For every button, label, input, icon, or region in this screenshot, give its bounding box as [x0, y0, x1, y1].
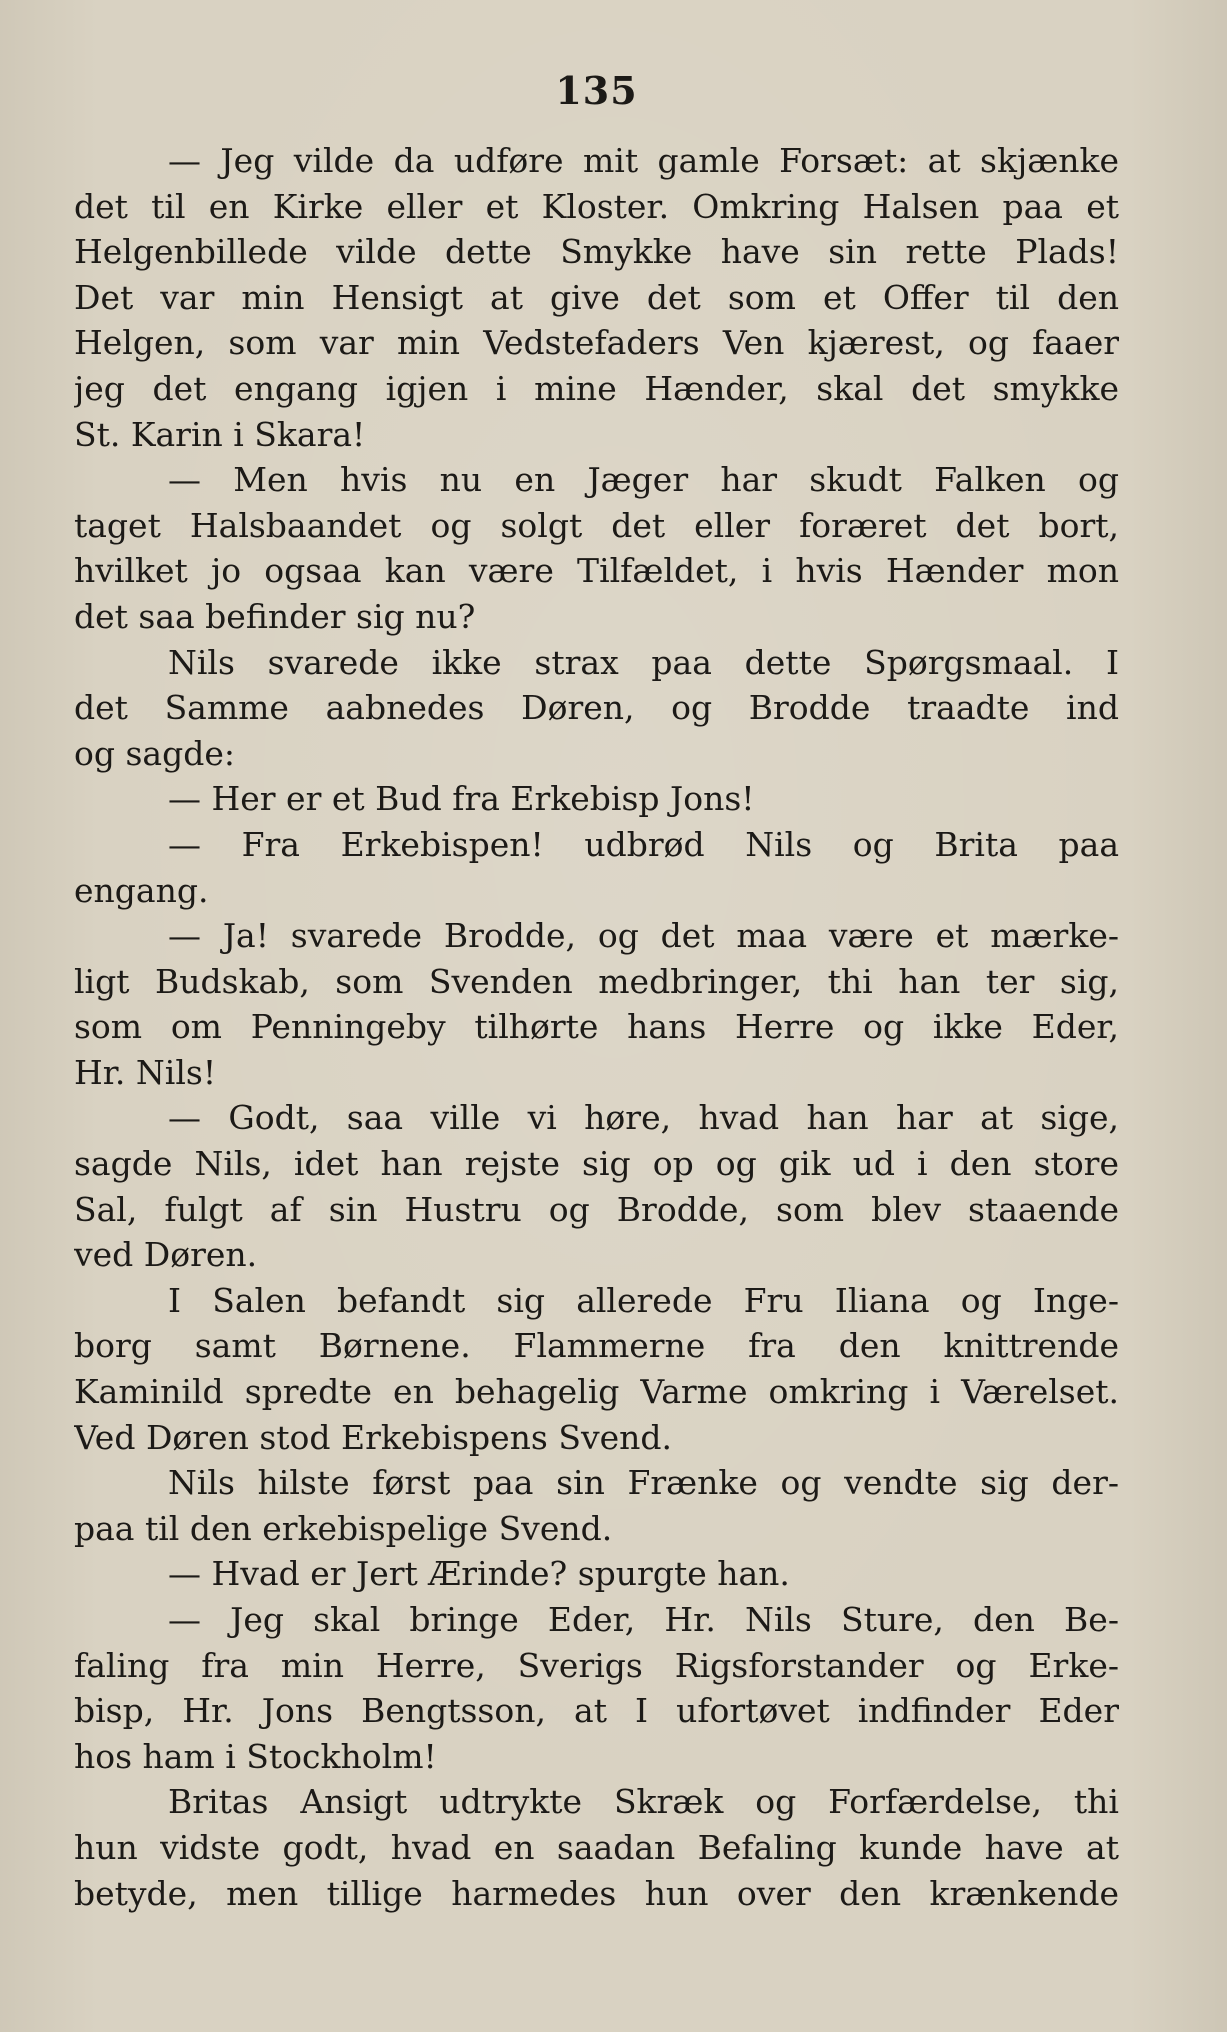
text-line: — Jeg skal bringe Eder, Hr. Nils Sture, den Be-: [168, 1600, 1119, 1639]
page-number: 135: [555, 68, 638, 113]
text-line: Sal, fulgt af sin Hustru og Brodde, som blev staaende: [74, 1189, 1119, 1229]
text-line: engang.: [74, 870, 209, 910]
text-line: Nils hilste først paa sin Frænke og vendte sig der-: [168, 1463, 1119, 1503]
body-text: [74, 138, 1119, 1916]
text-line: — Jeg vilde da udføre mit gamle Forsæt: at skjænke: [168, 141, 1119, 180]
text-line: Helgen, som var min Vedstefaders Ven kjærest, og faaer: [74, 323, 1119, 363]
text-line: — Hvad er Jert Ærinde? spurgte han.: [168, 1554, 790, 1594]
text-line: ved Døren.: [74, 1235, 258, 1275]
text-line: og sagde:: [74, 733, 235, 773]
text-line: hun vidste godt, hvad en saadan Befaling kunde have at: [74, 1827, 1119, 1867]
text-line: jeg det engang igjen i mine Hænder, skal det smykke: [74, 368, 1119, 408]
text-line: det til en Kirke eller et Kloster. Omkring Halsen paa et: [74, 186, 1119, 226]
text-line: — Her er et Bud fra Erkebisp Jons!: [168, 779, 755, 819]
text-line: det saa befinder sig nu?: [74, 596, 476, 636]
text-line: som om Penningeby tilhørte hans Herre og ikke Eder,: [74, 1007, 1119, 1047]
text-line: — Ja! svarede Brodde, og det maa være et mærke-: [168, 916, 1119, 956]
text-line: Nils svarede ikke strax paa dette Spørgsmaal. I: [168, 642, 1119, 682]
text-line: sagde Nils, idet han rejste sig op og gik ud i den store: [74, 1144, 1119, 1184]
text-line: Britas Ansigt udtrykte Skræk og Forfærdelse, thi: [168, 1782, 1119, 1822]
text-line: bisp, Hr. Jons Bengtsson, at I ufortøvet indfinder Eder: [74, 1691, 1119, 1731]
text-line: Ved Døren stod Erkebispens Svend.: [74, 1417, 672, 1457]
text-line: I Salen befandt sig allerede Fru Iliana og Inge-: [168, 1280, 1119, 1320]
text-line: hos ham i Stockholm!: [74, 1736, 437, 1776]
text-line: St. Karin i Skara!: [74, 414, 366, 454]
text-line: paa til den erkebispelige Svend.: [74, 1508, 613, 1548]
text-line: Det var min Hensigt at give det som et Offer til den: [74, 277, 1119, 317]
text-line: — Godt, saa ville vi høre, hvad han har at sige,: [168, 1098, 1119, 1138]
text-line: — Men hvis nu en Jæger har skudt Falken og: [168, 460, 1119, 500]
text-line: hvilket jo ogsaa kan være Tilfældet, i hvis Hænder mon: [74, 551, 1119, 591]
text-line: borg samt Børnene. Flammerne fra den knittrende: [74, 1326, 1119, 1366]
text-line: Hr. Nils!: [74, 1052, 217, 1092]
text-line: Kaminild spredte en behagelig Varme omkring i Værelset.: [74, 1372, 1119, 1412]
text-line: Helgenbillede vilde dette Smykke have sin rette Plads!: [74, 232, 1119, 272]
text-line: ligt Budskab, som Svenden medbringer, thi han ter sig,: [74, 961, 1119, 1001]
text-line: faling fra min Herre, Sverigs Rigsforstander og Erke-: [74, 1645, 1119, 1685]
text-line: det Samme aabnedes Døren, og Brodde traadte ind: [74, 688, 1119, 728]
text-line: — Fra Erkebispen! udbrød Nils og Brita paa: [168, 824, 1119, 864]
text-line: taget Halsbaandet og solgt det eller foræret det bort,: [74, 505, 1119, 545]
text-line: betyde, men tillige harmedes hun over den krænkende: [74, 1873, 1119, 1913]
